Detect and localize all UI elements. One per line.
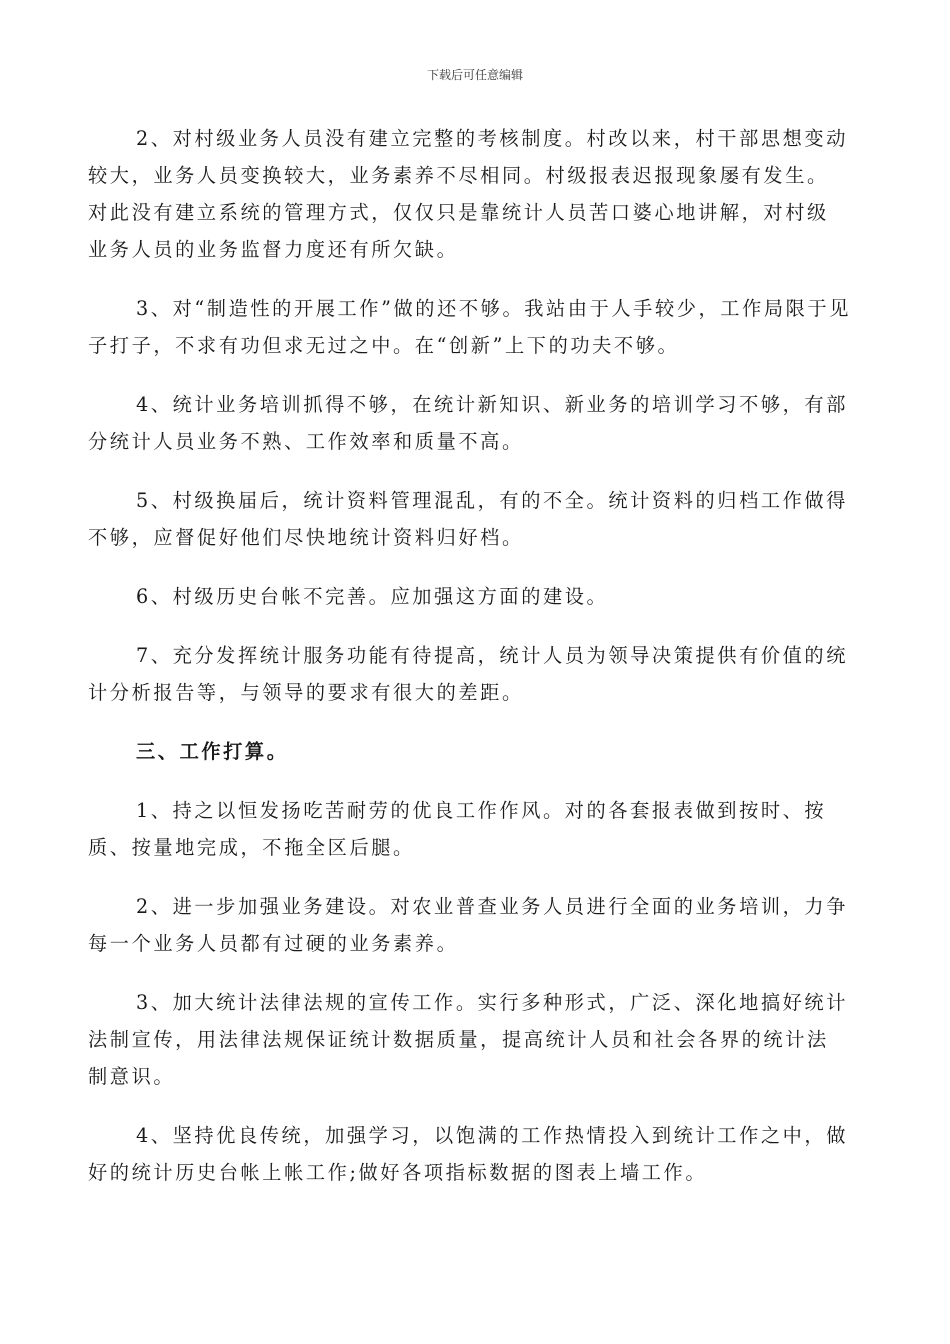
- paragraph-plan-3: 3、加大统计法律法规的宣传工作。实行多种形式，广泛、深化地搞好统计法制宣传，用法律法规保证统计数据质量，提高统计人员和社会各界的统计法 制意识。: [88, 991, 849, 1088]
- paragraph-problem-5: 5、村级换届后，统计资料管理混乱，有的不全。统计资料的归档工作做得不够，应督促好他们尽快地统计资料归好档。: [88, 489, 849, 549]
- paragraph-problem-2: 2、对村级业务人员没有建立完整的考核制度。村改以来，村干部思想变动较大，业务人员变换较大，业务素养不尽相同。村级报表迟报现象屡有发生。 对此没有建立系统的管理方式，仅仅只是靠统计人员苦口婆心地讲解，对村级 业务人员的业务监督力度还有所欠缺。: [88, 127, 849, 261]
- page-header-note: 下载后可任意编辑: [426, 68, 523, 82]
- paragraph-problem-7: 7、充分发挥统计服务功能有待提高，统计人员为领导决策提供有价值的统计分析报告等，与领导的要求有很大的差距。: [88, 644, 849, 704]
- paragraph-plan-1: 1、持之以恒发扬吃苦耐劳的优良工作作风。对的各套报表做到按时、按质、按量地完成，不拖全区后腿。: [88, 799, 827, 859]
- paragraph-plan-4: 4、坚持优良传统，加强学习，以饱满的工作热情投入到统计工作之中，做好的统计历史台帐上帐工作;做好各项指标数据的图表上墙工作。: [88, 1124, 849, 1184]
- paragraph-problem-3: 3、对“制造性的开展工作”做的还不够。我站由于人手较少，工作局限于见子打子，不求有功但求无过之中。在“创新”上下的功夫不够。: [88, 297, 852, 357]
- section-heading: 三、工作打算。: [136, 740, 289, 763]
- paragraph-problem-4: 4、统计业务培训抓得不够，在统计新知识、新业务的培训学习不够，有部分统计人员业务不熟、工作效率和质量不高。: [88, 393, 849, 453]
- paragraph-problem-6: 6、村级历史台帐不完善。应加强这方面的建设。: [136, 585, 609, 608]
- document-body: [88, 120, 868, 1213]
- paragraph-plan-2: 2、进一步加强业务建设。对农业普查业务人员进行全面的业务培训，力争每一个业务人员都有过硬的业务素养。: [88, 895, 849, 955]
